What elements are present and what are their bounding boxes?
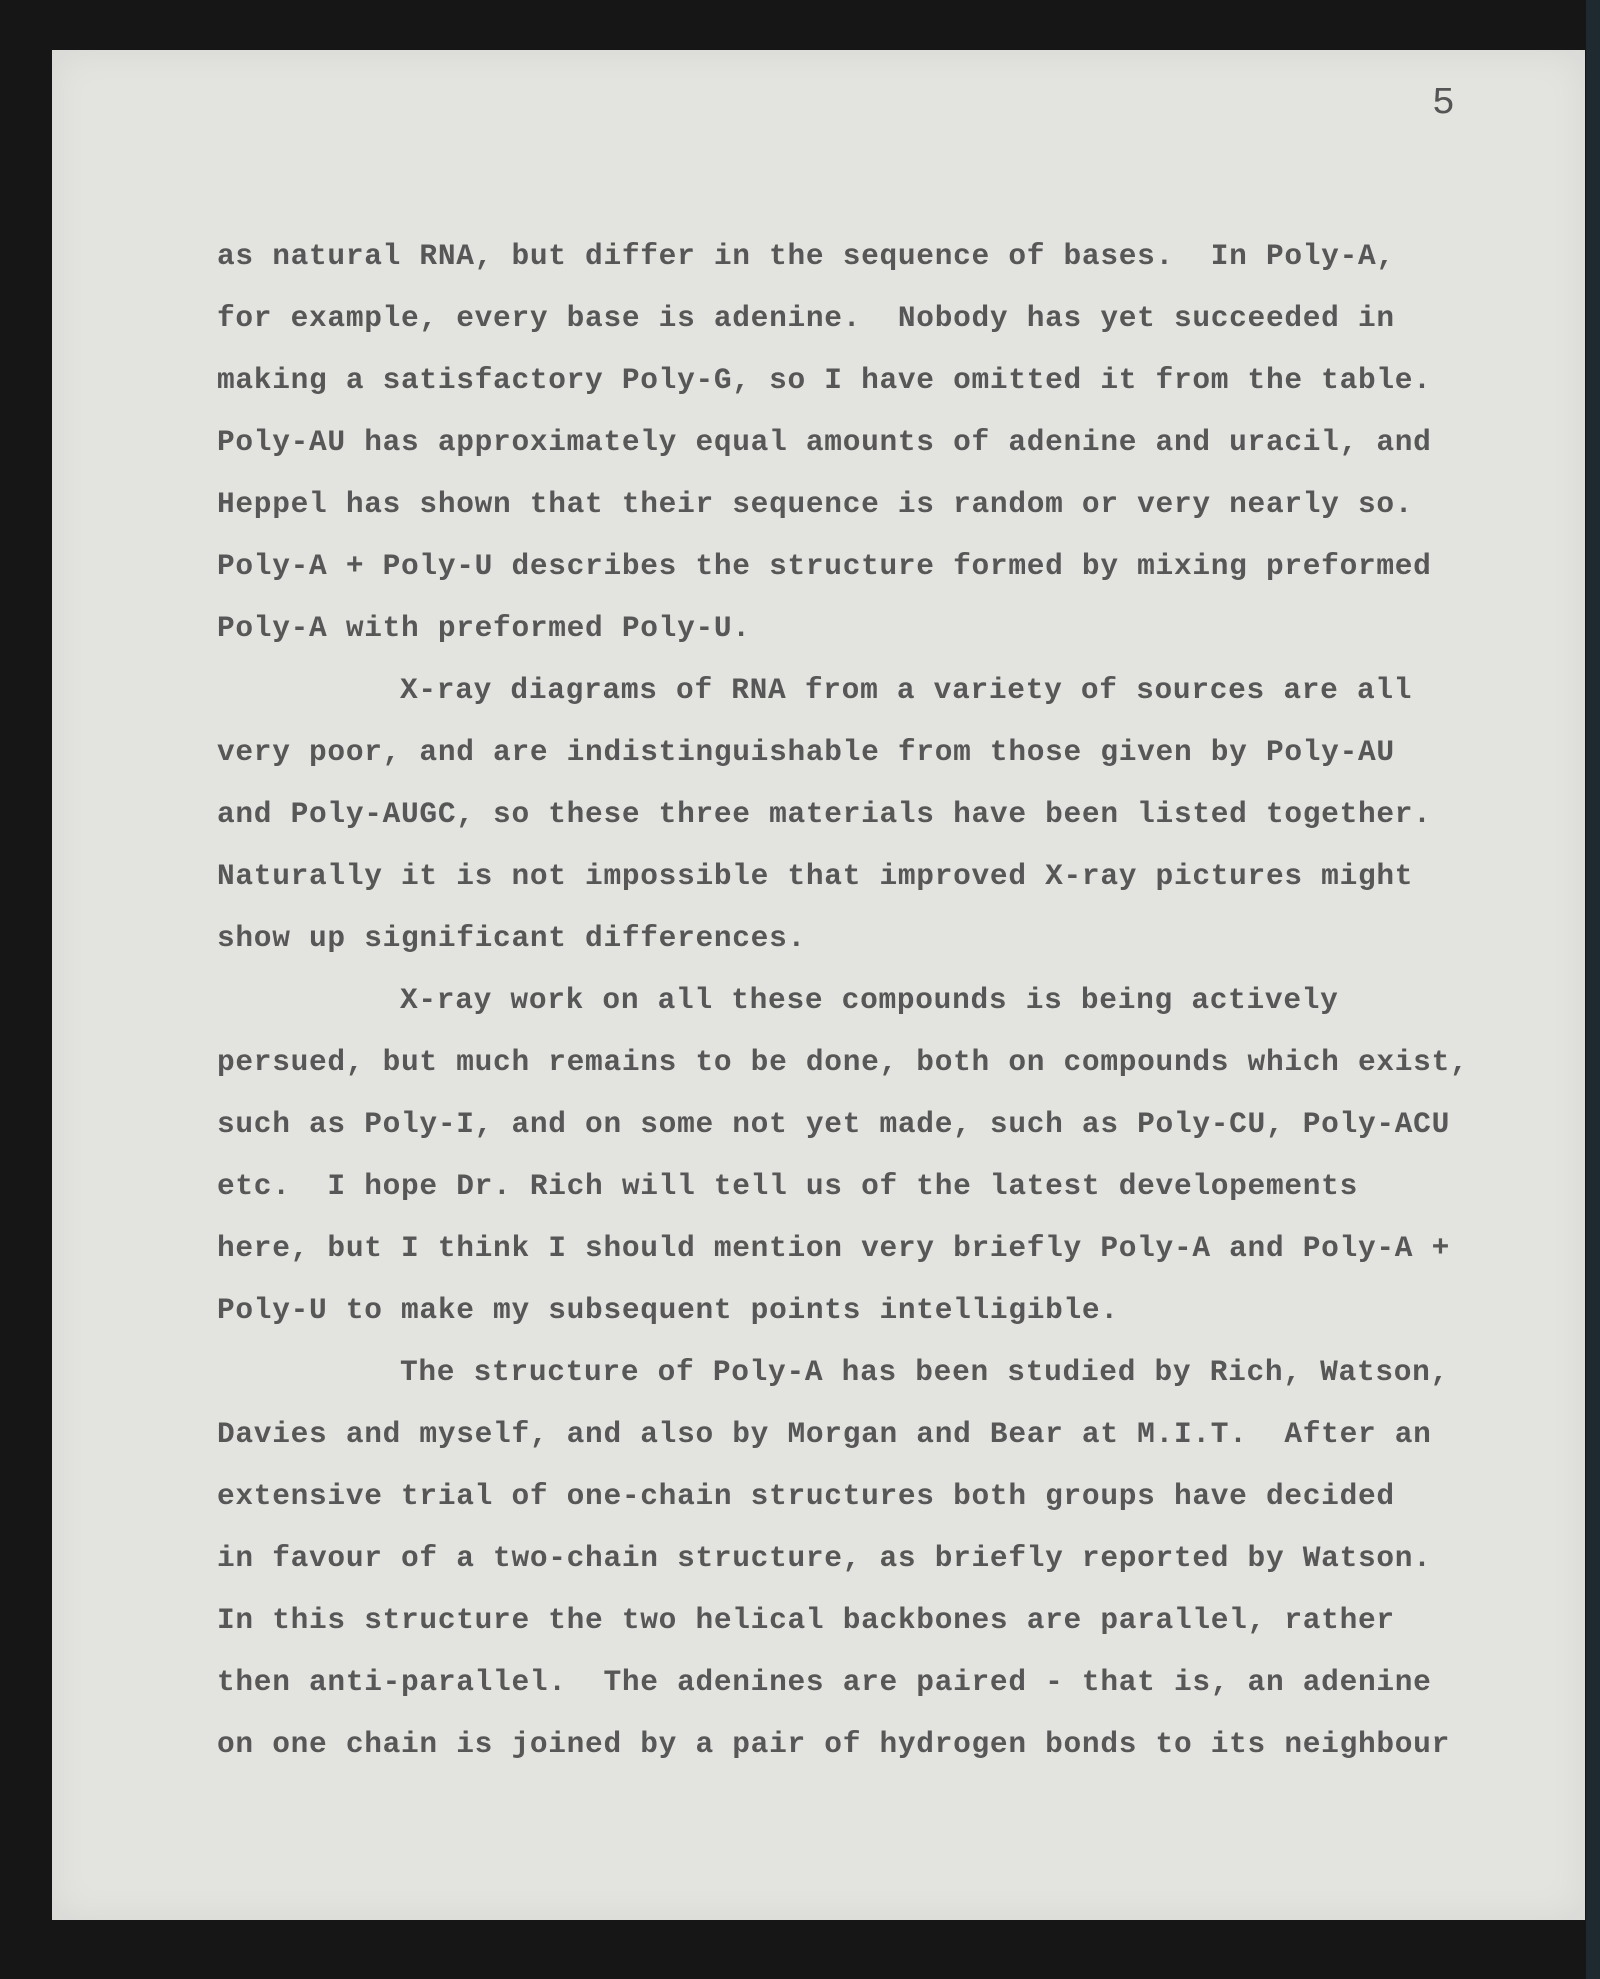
typed-page bbox=[52, 50, 1585, 1920]
text-line: Naturally it is not impossible that improved X-ray pictures might bbox=[217, 859, 1414, 893]
text-line: on one chain is joined by a pair of hydrogen bonds to its neighbour bbox=[217, 1727, 1450, 1761]
text-line: such as Poly-I, and on some not yet made, such as Poly-CU, Poly-ACU bbox=[217, 1107, 1450, 1141]
text-line: in favour of a two-chain structure, as briefly reported by Watson. bbox=[217, 1541, 1432, 1575]
text-line: and Poly-AUGC, so these three materials have been listed together. bbox=[217, 797, 1432, 831]
text-line: as natural RNA, but differ in the sequence of bases. In Poly-A, bbox=[217, 239, 1395, 273]
text-line: extensive trial of one-chain structures both groups have decided bbox=[217, 1479, 1395, 1513]
text-line: Heppel has shown that their sequence is random or very nearly so. bbox=[217, 487, 1414, 521]
text-line: etc. I hope Dr. Rich will tell us of the latest developements bbox=[217, 1169, 1358, 1203]
text-line: persued, but much remains to be done, both on compounds which exist, bbox=[217, 1045, 1469, 1079]
text-line: here, but I think I should mention very briefly Poly-A and Poly-A + bbox=[217, 1231, 1450, 1265]
text-line: show up significant differences. bbox=[217, 921, 806, 955]
body-text bbox=[217, 225, 1517, 1775]
page-number: 5 bbox=[1432, 82, 1455, 125]
text-line: then anti-parallel. The adenines are paired - that is, an adenine bbox=[217, 1665, 1432, 1699]
text-line: The structure of Poly-A has been studied by Rich, Watson, bbox=[400, 1355, 1449, 1389]
text-line: X-ray diagrams of RNA from a variety of sources are all bbox=[400, 673, 1413, 707]
text-line: Davies and myself, and also by Morgan and Bear at M.I.T. After an bbox=[217, 1417, 1432, 1451]
text-line: Poly-AU has approximately equal amounts of adenine and uracil, and bbox=[217, 425, 1432, 459]
text-line: In this structure the two helical backbones are parallel, rather bbox=[217, 1603, 1395, 1637]
text-line: Poly-A with preformed Poly-U. bbox=[217, 611, 751, 645]
text-line: making a satisfactory Poly-G, so I have omitted it from the table. bbox=[217, 363, 1432, 397]
scan-edge-strip bbox=[1586, 0, 1600, 1979]
text-line: Poly-A + Poly-U describes the structure formed by mixing preformed bbox=[217, 549, 1432, 583]
text-line: very poor, and are indistinguishable from those given by Poly-AU bbox=[217, 735, 1395, 769]
text-line: Poly-U to make my subsequent points intelligible. bbox=[217, 1293, 1119, 1327]
text-line: X-ray work on all these compounds is being actively bbox=[400, 983, 1339, 1017]
text-line: for example, every base is adenine. Nobody has yet succeeded in bbox=[217, 301, 1395, 335]
